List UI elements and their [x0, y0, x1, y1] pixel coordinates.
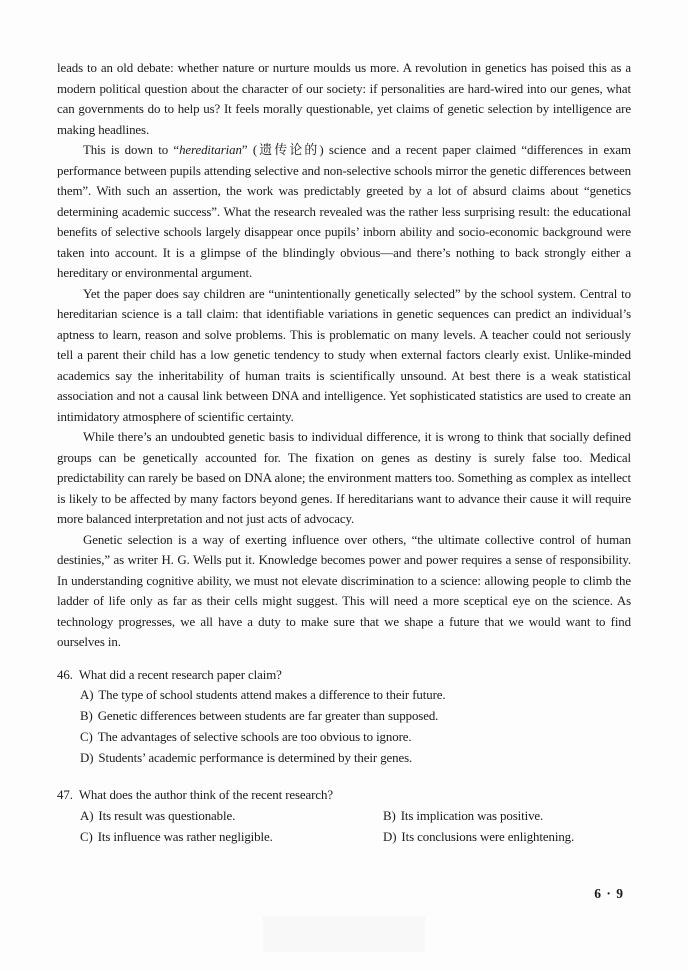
option-46-b — [80, 706, 631, 727]
option-47-a — [80, 806, 383, 827]
page-number: 6 · 9 — [594, 886, 624, 901]
question-text: What does the author think of the recent research? — [78, 788, 333, 803]
option-47-d — [383, 827, 631, 848]
passage-paragraph-2 — [57, 140, 631, 284]
passage-paragraph-1: leads to an old debate: whether nature or nurture moulds us more. A revolution in genetics has poised this as a modern political question about the character of our society: if personalities are hard-wired into our genes, what can governments do to help us? It feels morally questionable, yet claims of genetic selection by intelligence are making headlines. — [57, 61, 631, 137]
reading-passage — [57, 58, 631, 653]
question-number: 46. — [57, 667, 73, 682]
question-47-stem — [57, 785, 631, 806]
option-46-c — [80, 727, 631, 748]
option-label: B) — [80, 709, 93, 724]
page-content — [57, 58, 631, 848]
question-46-options — [57, 685, 631, 768]
option-text: The type of school students attend makes a difference to their future. — [98, 688, 446, 703]
paragraph-text: ” (遗传论的) science and a recent paper claimed “differences in exam performance between pupils attending selective and non-selective schools mirror the genetic differences between them”. With such an assertion, the work was predictably greeted by a lot of absurd claims about “genetics determining academic success”. What the research revealed was the rather less surprising result: the educational benefits of selective schools largely disappear once pupils’ inborn ability and socio-economic background were taken into account. It is a glimpse of the blindingly obvious—and there’s nothing to back strongly either a hereditary or environmental argument. — [57, 143, 631, 280]
option-text: Its result was questionable. — [98, 809, 236, 824]
option-46-a — [80, 685, 631, 706]
option-text: Its influence was rather negligible. — [97, 830, 273, 845]
option-text: Genetic differences between students are far greater than supposed. — [97, 709, 439, 724]
option-label: D) — [383, 830, 397, 845]
option-label: C) — [80, 830, 93, 845]
option-label: D) — [80, 750, 94, 765]
passage-paragraph-4: While there’s an undoubted genetic basis to individual difference, it is wrong to think that socially defined groups can be genetically accounted for. The fixation on genes as destiny is surely false too. Medical predictability can rarely be based on DNA alone; the environment matters too. Something as complex as intellect is likely to be affected by many factors beyond genes. If hereditarians want to advance their cause it will require more balanced interpretation and not just acts of advocacy. — [57, 430, 631, 526]
option-47-c — [80, 827, 383, 848]
option-label: A) — [80, 809, 94, 824]
question-47 — [57, 785, 631, 847]
scan-artifact — [263, 916, 425, 952]
question-46-stem — [57, 665, 631, 686]
option-text: Students’ academic performance is determined by their genes. — [98, 750, 413, 765]
option-text: The advantages of selective schools are too obvious to ignore. — [97, 729, 412, 744]
italic-term: hereditarian — [179, 143, 242, 157]
option-label: B) — [383, 809, 396, 824]
question-number: 47. — [57, 788, 73, 803]
question-47-options — [57, 806, 631, 848]
option-text: Its implication was positive. — [400, 809, 544, 824]
option-label: C) — [80, 729, 93, 744]
paragraph-text: This is down to “ — [83, 143, 180, 157]
passage-paragraph-3: Yet the paper does say children are “unintentionally genetically selected” by the school system. Central to hereditarian science is a tall claim: that identifiable variations in genetic sequences can predict an individual’s aptness to learn, reason and solve problems. This is problematic on many levels. A teacher could not seriously tell a parent their child has a low genetic tendency to study when external factors clearly exist. Unlike-minded academics say the inheritability of human traits is scientifically unsound. At best there is a weak statistical association and not a causal link between DNA and intelligence. Yet sophisticated statistics are used to create an intimidatory atmosphere of scientific certainty. — [57, 286, 631, 424]
option-46-d — [80, 748, 631, 769]
option-label: A) — [80, 688, 94, 703]
option-47-b — [383, 806, 631, 827]
option-text: Its conclusions were enlightening. — [401, 830, 575, 845]
question-46 — [57, 665, 631, 769]
question-text: What did a recent research paper claim? — [78, 667, 282, 682]
passage-paragraph-5: Genetic selection is a way of exerting influence over others, “the ultimate collective control of human destinies,” as writer H. G. Wells put it. Knowledge becomes power and power requires a sense of responsibility. In understanding cognitive ability, we must not elevate discrimination to a science: allowing people to climb the ladder of life only as far as their cells might suggest. This will need a more sceptical eye on the science. As technology progresses, we all have a duty to make sure that we shape a future that we would want to find ourselves in. — [57, 532, 631, 649]
